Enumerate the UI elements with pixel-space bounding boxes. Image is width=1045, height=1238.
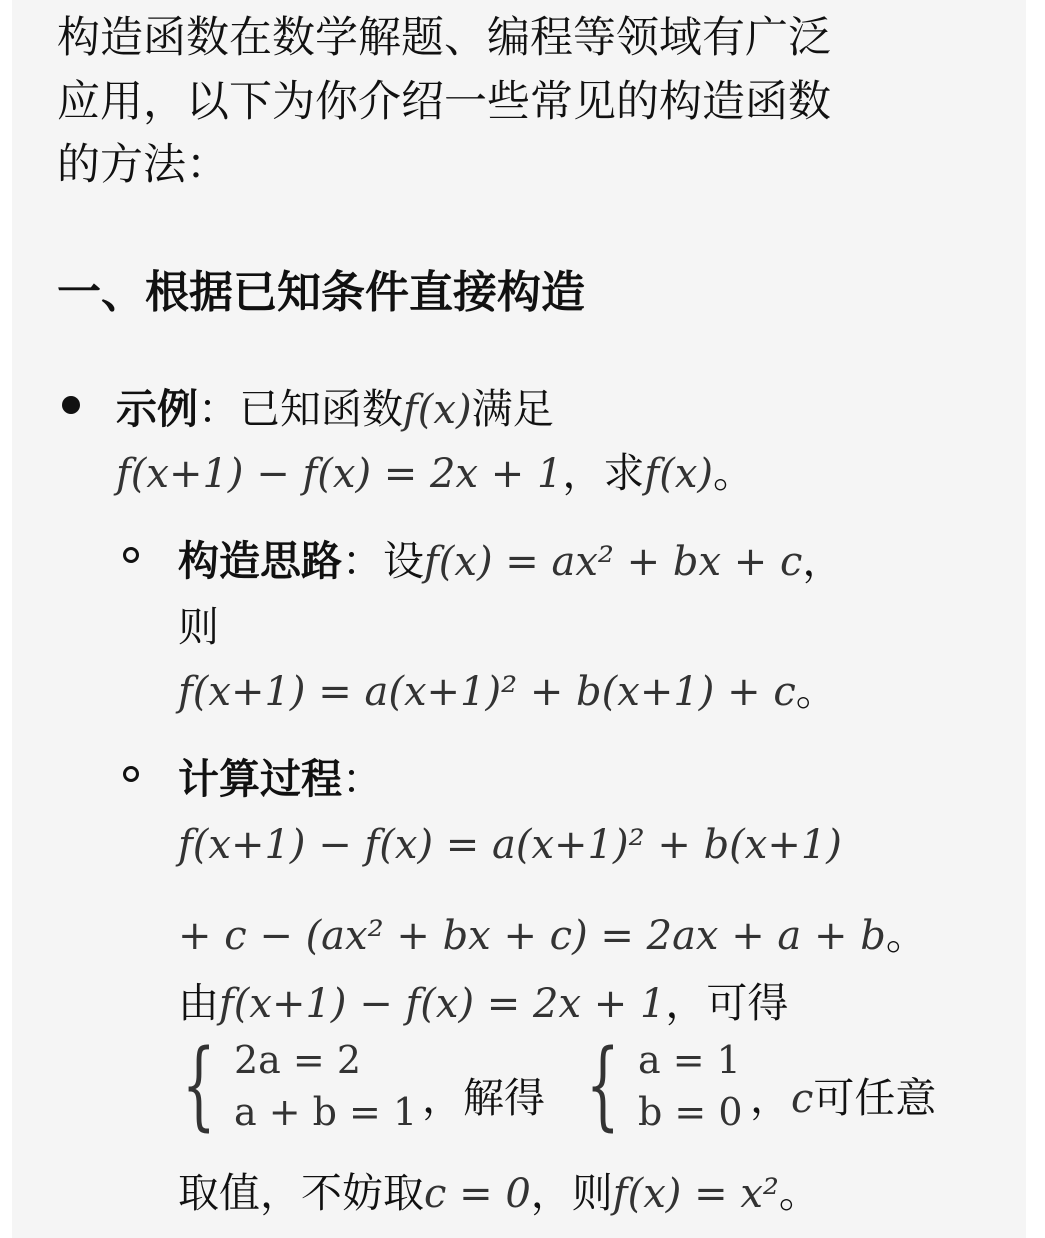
intro-line-3: 的方法：	[57, 140, 229, 190]
system1-row2: a + b = 1	[234, 1090, 418, 1134]
calc-heading: 计算过程：	[178, 755, 383, 803]
math-result: f(x) = x²	[612, 1171, 779, 1217]
idea-label: 构造思路	[178, 537, 342, 585]
calc-line-3: 由f(x+1) − f(x) = 2x + 1，可得	[178, 979, 789, 1027]
math-given-equation: f(x+1) − f(x) = 2x + 1	[116, 451, 563, 497]
idea-line-1: 构造思路：设f(x) = ax² + bx + c，	[178, 537, 844, 585]
sub-bullet-icon	[123, 766, 139, 782]
example-line-1: 示例：已知函数f(x)满足	[116, 385, 554, 433]
idea-line-3: f(x+1) = a(x+1)² + b(x+1) + c。	[178, 667, 837, 715]
calc-line-1: f(x+1) − f(x) = a(x+1)² + b(x+1)	[178, 822, 842, 868]
calc-line-2: + c − (ax² + bx + c) = 2ax + a + b。	[178, 911, 927, 959]
system2-row1: a = 1	[638, 1038, 741, 1082]
bullet-icon	[62, 396, 80, 414]
sub-bullet-icon	[123, 547, 139, 563]
math-fx: f(x)	[403, 387, 472, 433]
brace-icon: {	[182, 1029, 216, 1141]
document-card	[12, 0, 1026, 1238]
math-fx: f(x)	[644, 451, 713, 497]
math-quadratic: f(x) = ax² + bx + c	[424, 539, 803, 585]
system1-row1: 2a = 2	[234, 1038, 362, 1082]
solve-text: ，解得	[422, 1074, 545, 1122]
c-any-text: ，c可任意	[750, 1074, 937, 1122]
system2-row2: b = 0	[638, 1090, 743, 1134]
calc-label: 计算过程	[178, 755, 342, 803]
intro-line-1: 构造函数在数学解题、编程等领域有广泛	[57, 13, 831, 63]
example-line-2: f(x+1) − f(x) = 2x + 1，求f(x)。	[116, 449, 754, 497]
brace-icon: {	[586, 1029, 620, 1141]
calc-conclusion: 取值，不妨取c = 0，则f(x) = x²。	[178, 1169, 820, 1217]
math-expansion: f(x+1) = a(x+1)² + b(x+1) + c	[178, 669, 796, 715]
intro-line-2: 应用，以下为你介绍一些常见的构造函数	[57, 77, 831, 127]
example-label: 示例	[116, 385, 198, 433]
section-heading: 一、根据已知条件直接构造	[57, 267, 585, 318]
idea-then: 则	[178, 603, 219, 651]
